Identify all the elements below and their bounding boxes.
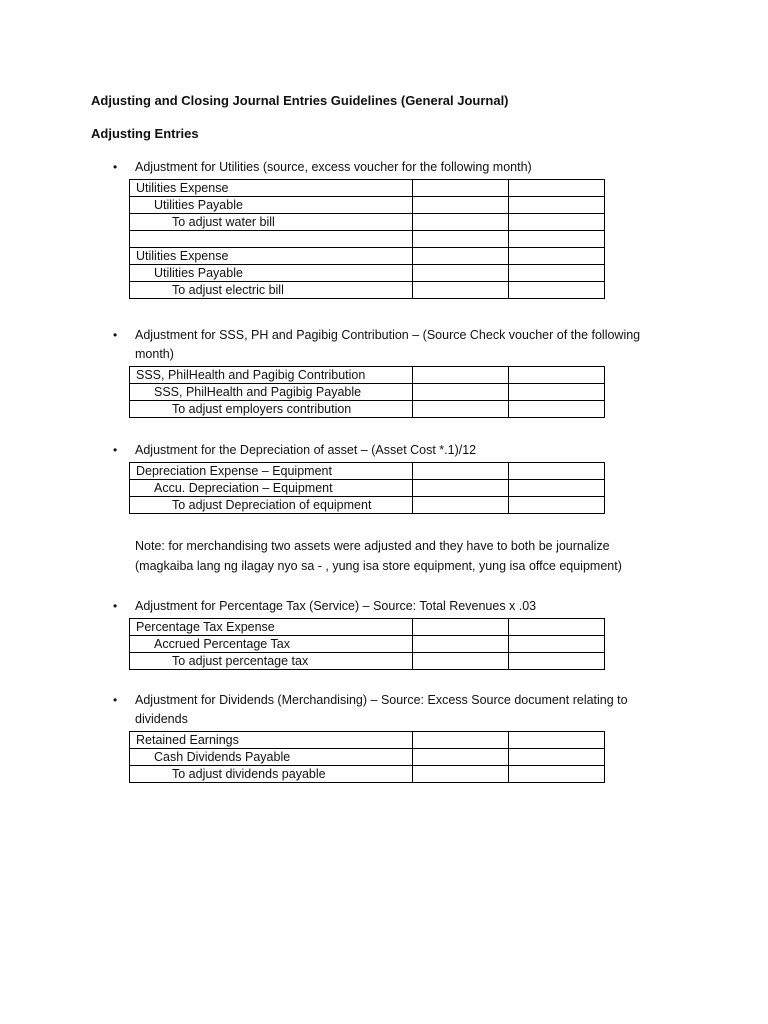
account-cell: Percentage Tax Expense xyxy=(130,619,413,636)
table-row xyxy=(130,197,605,214)
journal-table xyxy=(129,366,605,418)
entry-heading: Adjustment for Percentage Tax (Service) – Source: Total Revenues x .03 xyxy=(135,599,537,613)
debit-cell xyxy=(412,180,508,197)
entry-heading-row xyxy=(113,597,653,616)
credit-cell xyxy=(508,231,604,248)
table-row xyxy=(130,732,605,749)
journal-table xyxy=(129,179,605,299)
entry-heading: Adjustment for SSS, PH and Pagibig Contribution – (Source Check voucher of the following month) xyxy=(135,328,641,361)
debit-cell xyxy=(412,384,508,401)
credit-cell xyxy=(508,749,604,766)
account-cell: SSS, PhilHealth and Pagibig Contribution xyxy=(130,367,413,384)
debit-cell xyxy=(412,732,508,749)
entry-heading-row xyxy=(113,441,653,460)
account-cell: Utilities Payable xyxy=(130,197,413,214)
table-row xyxy=(130,463,605,480)
debit-cell xyxy=(412,497,508,514)
account-cell: Cash Dividends Payable xyxy=(130,749,413,766)
credit-cell xyxy=(508,463,604,480)
table-row xyxy=(130,653,605,670)
table-row xyxy=(130,636,605,653)
debit-cell xyxy=(412,197,508,214)
table-row xyxy=(130,180,605,197)
account-cell: Utilities Expense xyxy=(130,180,413,197)
debit-cell xyxy=(412,214,508,231)
table-row xyxy=(130,248,605,265)
credit-cell xyxy=(508,619,604,636)
document-title: Adjusting and Closing Journal Entries Guidelines (General Journal) xyxy=(91,93,509,108)
table-row xyxy=(130,231,605,248)
credit-cell xyxy=(508,367,604,384)
debit-cell xyxy=(412,463,508,480)
credit-cell xyxy=(508,197,604,214)
explanation-cell: To adjust dividends payable xyxy=(130,766,413,783)
credit-cell xyxy=(508,401,604,418)
entry-heading-row xyxy=(113,691,653,729)
credit-cell xyxy=(508,214,604,231)
explanation-cell: To adjust percentage tax xyxy=(130,653,413,670)
table-row xyxy=(130,766,605,783)
debit-cell xyxy=(412,636,508,653)
bullet-icon: • xyxy=(113,693,118,707)
explanation-cell: To adjust Depreciation of equipment xyxy=(130,497,413,514)
bullet-icon: • xyxy=(113,443,118,457)
account-cell: Utilities Expense xyxy=(130,248,413,265)
entry-heading-row xyxy=(113,326,653,364)
explanation-cell: To adjust electric bill xyxy=(130,282,413,299)
journal-table xyxy=(129,618,605,670)
table-row xyxy=(130,401,605,418)
debit-cell xyxy=(412,265,508,282)
debit-cell xyxy=(412,282,508,299)
explanation-cell: To adjust water bill xyxy=(130,214,413,231)
entry-heading: Adjustment for Dividends (Merchandising) – Source: Excess Source document relating to dividends xyxy=(135,693,628,726)
credit-cell xyxy=(508,265,604,282)
debit-cell xyxy=(412,367,508,384)
debit-cell xyxy=(412,619,508,636)
credit-cell xyxy=(508,248,604,265)
account-cell: SSS, PhilHealth and Pagibig Payable xyxy=(130,384,413,401)
journal-table xyxy=(129,731,605,783)
credit-cell xyxy=(508,282,604,299)
debit-cell xyxy=(412,749,508,766)
credit-cell xyxy=(508,636,604,653)
account-cell: Accu. Depreciation – Equipment xyxy=(130,480,413,497)
debit-cell xyxy=(412,231,508,248)
table-row xyxy=(130,384,605,401)
debit-cell xyxy=(412,401,508,418)
entry-dividends xyxy=(113,691,653,783)
debit-cell xyxy=(412,653,508,670)
credit-cell xyxy=(508,732,604,749)
entry-heading-row xyxy=(113,158,653,177)
section-heading: Adjusting Entries xyxy=(91,126,199,141)
debit-cell xyxy=(412,766,508,783)
explanation-cell: To adjust employers contribution xyxy=(130,401,413,418)
entry-utilities xyxy=(113,158,653,299)
journal-table xyxy=(129,462,605,514)
entry-percentage-tax xyxy=(113,597,653,670)
entry-depreciation xyxy=(113,441,653,514)
entry-heading: Adjustment for the Depreciation of asset – (Asset Cost *.1)/12 xyxy=(135,443,477,457)
entry-sss-contribution xyxy=(113,326,653,418)
table-row xyxy=(130,214,605,231)
account-cell: Utilities Payable xyxy=(130,265,413,282)
table-row xyxy=(130,497,605,514)
account-cell: Depreciation Expense – Equipment xyxy=(130,463,413,480)
table-row xyxy=(130,265,605,282)
credit-cell xyxy=(508,497,604,514)
bullet-icon: • xyxy=(113,599,118,613)
note-text: Note: for merchandising two assets were adjusted and they have to both be journalize (magkaiba lang ng ilagay nyo sa - , yung isa store equipment, yung isa offce equipment) xyxy=(135,539,622,573)
entry-heading: Adjustment for Utilities (source, excess voucher for the following month) xyxy=(135,160,532,174)
credit-cell xyxy=(508,180,604,197)
table-row xyxy=(130,282,605,299)
credit-cell xyxy=(508,653,604,670)
credit-cell xyxy=(508,384,604,401)
account-cell: Accrued Percentage Tax xyxy=(130,636,413,653)
credit-cell xyxy=(508,766,604,783)
table-row xyxy=(130,749,605,766)
debit-cell xyxy=(412,480,508,497)
bullet-icon: • xyxy=(113,328,118,342)
bullet-icon: • xyxy=(113,160,118,174)
credit-cell xyxy=(508,480,604,497)
debit-cell xyxy=(412,248,508,265)
table-row xyxy=(130,480,605,497)
table-row xyxy=(130,367,605,384)
table-row xyxy=(130,619,605,636)
account-cell xyxy=(130,231,413,248)
account-cell: Retained Earnings xyxy=(130,732,413,749)
